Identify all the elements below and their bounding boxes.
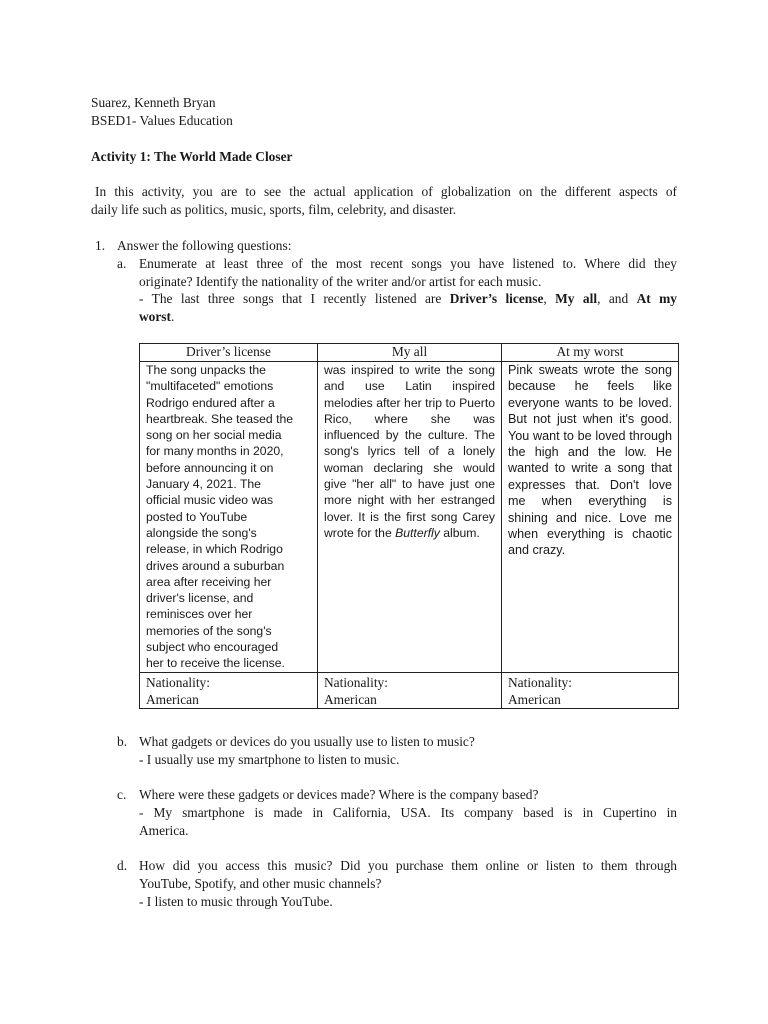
table-header-cell: Driver’s license — [140, 344, 318, 362]
question-c-text: Where were these gadgets or devices made? Where is the company based? — [139, 787, 539, 802]
nationality-label: Nationality: — [146, 674, 210, 690]
nationality-cell — [502, 672, 679, 708]
description-line: driver's license, and — [146, 591, 254, 606]
intro-line-1: In this activity, you are to see the actual application of globalization on the different aspects of — [95, 184, 677, 199]
description-line: area after receiving her — [146, 574, 272, 589]
question-b-text: What gadgets or devices do you usually use to listen to music? — [139, 734, 475, 749]
answer-prefix: - The last three songs that I recently listened are — [139, 291, 450, 306]
description-line: "multifaceted" emotions — [146, 379, 274, 394]
description-line: Rodrigo endured after a — [146, 395, 275, 410]
description-line: posted to YouTube — [146, 509, 248, 524]
intro-line-2: daily life such as politics, music, sports, film, celebrity, and disaster. — [91, 202, 457, 217]
question-a-line-2: originate? Identify the nationality of the writer and/or artist for each music. — [139, 274, 542, 289]
separator: , — [543, 291, 556, 306]
song-title-1: Driver’s license — [449, 291, 544, 306]
songs-table — [139, 343, 679, 709]
description-text: Pink sweats wrote the song because he feels like everyone wants to be loved. But not just when it's good. You want to be loved through the high and the low. He wanted to write a song that expresses that. Don't love me when everything is shining and nice. Love me when everything is chaotic and crazy. — [508, 363, 672, 558]
question-c-marker: c. — [117, 787, 127, 802]
song-title-3-part-1: At my — [636, 291, 677, 306]
description-text: album. — [439, 525, 480, 540]
description-line: memories of the song's — [146, 623, 272, 638]
question-d-line-1: How did you access this music? Did you purchase them online or listen to them through — [139, 858, 677, 873]
nationality-cell — [318, 672, 502, 708]
table-header-row — [140, 344, 679, 362]
drivers-license-description — [140, 362, 318, 673]
question-d-answer: - I listen to music through YouTube. — [139, 894, 333, 909]
period: . — [170, 309, 175, 324]
student-name: Suarez, Kenneth Bryan — [91, 95, 216, 110]
question-1-number: 1. — [95, 238, 106, 253]
table-row — [140, 362, 679, 673]
at-my-worst-description — [502, 362, 679, 673]
question-b-answer: - I usually use my smartphone to listen to music. — [139, 752, 400, 767]
question-c-answer-line-1: - My smartphone is made in California, USA. Its company based is in Cupertino in — [139, 805, 677, 820]
question-a-answer-line-2 — [139, 308, 174, 326]
table-header-cell: My all — [318, 344, 502, 362]
song-title-2: My all — [555, 291, 598, 306]
nationality-cell — [140, 672, 318, 708]
separator: , and — [597, 291, 637, 306]
description-line: drives around a suburban — [146, 558, 285, 573]
description-line: The song unpacks the — [146, 363, 266, 377]
description-line: release, in which Rodrigo — [146, 542, 283, 557]
description-line: reminisces over her — [146, 607, 253, 622]
album-title: Butterfly — [395, 525, 440, 540]
song-title-3-part-2: worst — [139, 309, 171, 324]
activity-title: Activity 1: The World Made Closer — [91, 149, 293, 164]
question-b-marker: b. — [117, 734, 128, 749]
description-text: was inspired to write the song and use Latin inspired melodies after her trip to Puerto Rico, where she was influenced by the culture. The song's lyrics tell of a lonely woman declaring she would give "her all" to have just one more night with her estranged lover. It is the first song Carey wrote for the — [324, 363, 495, 540]
nationality-label: Nationality: — [508, 674, 572, 690]
description-line: before announcing it on — [146, 460, 274, 475]
nationality-value: American — [324, 691, 377, 707]
table-row — [140, 672, 679, 708]
my-all-description — [318, 362, 502, 673]
description-line: subject who encouraged — [146, 640, 279, 655]
nationality-label: Nationality: — [324, 674, 388, 690]
description-line: alongside the song's — [146, 525, 257, 540]
nationality-value: American — [508, 691, 561, 707]
question-a-line-1: Enumerate at least three of the most recent songs you have listened to. Where did they — [139, 256, 677, 271]
question-d-line-2: YouTube, Spotify, and other music channels? — [139, 876, 382, 891]
course-label: BSED1- Values Education — [91, 113, 233, 128]
nationality-value: American — [146, 691, 199, 707]
description-line: heartbreak. She teased the — [146, 411, 294, 426]
question-a-answer — [139, 290, 677, 308]
table-header-cell: At my worst — [502, 344, 679, 362]
description-line: for many months in 2020, — [146, 444, 284, 459]
question-a-marker: a. — [117, 256, 127, 271]
question-d-marker: d. — [117, 858, 128, 873]
description-line: her to receive the license. — [146, 656, 285, 671]
question-1-text: Answer the following questions: — [117, 238, 292, 253]
description-line: January 4, 2021. The — [146, 477, 261, 492]
description-line: song on her social media — [146, 428, 282, 443]
question-c-answer-line-2: America. — [139, 823, 189, 838]
description-line: official music video was — [146, 493, 274, 508]
description-lines — [146, 362, 311, 672]
